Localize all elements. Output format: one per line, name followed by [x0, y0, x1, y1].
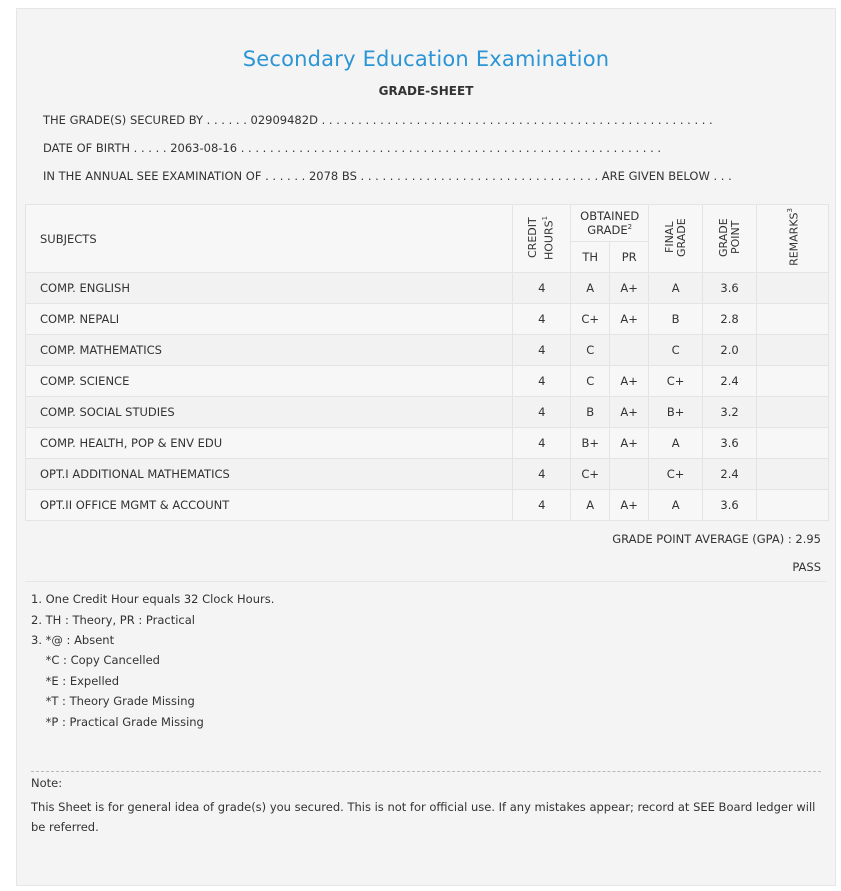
- header-final-grade: FINAL GRADE: [649, 205, 703, 273]
- theory-grade-cell: C: [571, 366, 610, 397]
- final-grade-cell: C+: [649, 459, 703, 490]
- header-obtained-grade: OBTAINED GRADE$^2$: [571, 205, 649, 242]
- subject-cell: COMP. SOCIAL STUDIES: [26, 397, 513, 428]
- credit-hours-cell: 4: [513, 428, 571, 459]
- remarks-cell: [757, 397, 829, 428]
- gpa-summary: GRADE POINT AVERAGE (GPA) : 2.95: [612, 532, 821, 546]
- table-row: [26, 335, 829, 366]
- credit-hours-cell: 4: [513, 273, 571, 304]
- table-row: [26, 273, 829, 304]
- header-pr: PR: [610, 242, 649, 273]
- subject-cell: COMP. SCIENCE: [26, 366, 513, 397]
- footnote-2: 2. TH : Theory, PR : Practical: [31, 613, 195, 627]
- theory-grade-cell: C+: [571, 459, 610, 490]
- table-row: [26, 397, 829, 428]
- credit-hours-cell: 4: [513, 304, 571, 335]
- final-grade-cell: B+: [649, 397, 703, 428]
- header-credit-hours: CREDIT HOURS$^1$: [513, 205, 571, 273]
- credit-hours-cell: 4: [513, 490, 571, 521]
- grade-point-cell: 2.8: [703, 304, 757, 335]
- result-status: PASS: [792, 560, 821, 574]
- table-row: [26, 490, 829, 521]
- subject-cell: OPT.I ADDITIONAL MATHEMATICS: [26, 459, 513, 490]
- theory-grade-cell: B+: [571, 428, 610, 459]
- header-grade-point: GRADE POINT: [703, 205, 757, 273]
- final-grade-cell: B: [649, 304, 703, 335]
- date-of-birth-line: DATE OF BIRTH . . . . . 2063-08-16 . . . . . . . . . . . . . . . . . . . . . . . . . . . . . . . . . . . . . . . . . . . . . . . . . . . . . . . . . .: [43, 141, 662, 155]
- subject-cell: COMP. HEALTH, POP & ENV EDU: [26, 428, 513, 459]
- table-row: [26, 304, 829, 335]
- note-divider: [31, 771, 821, 772]
- theory-grade-cell: B: [571, 397, 610, 428]
- credit-hours-cell: 4: [513, 459, 571, 490]
- footnote-4: *C : Copy Cancelled: [31, 653, 160, 667]
- practical-grade-cell: A+: [610, 397, 649, 428]
- subject-cell: COMP. MATHEMATICS: [26, 335, 513, 366]
- credit-hours-cell: 4: [513, 366, 571, 397]
- final-grade-cell: A: [649, 428, 703, 459]
- grade-point-cell: 3.6: [703, 490, 757, 521]
- subject-cell: COMP. ENGLISH: [26, 273, 513, 304]
- remarks-cell: [757, 304, 829, 335]
- theory-grade-cell: C+: [571, 304, 610, 335]
- remarks-cell: [757, 366, 829, 397]
- remarks-cell: [757, 335, 829, 366]
- remarks-cell: [757, 273, 829, 304]
- remarks-cell: [757, 490, 829, 521]
- final-grade-cell: C: [649, 335, 703, 366]
- grade-sheet: [16, 8, 836, 886]
- grades-table: [25, 204, 829, 521]
- practical-grade-cell: A+: [610, 428, 649, 459]
- table-row: [26, 428, 829, 459]
- divider: [25, 581, 827, 582]
- note-title: Note:: [31, 776, 63, 790]
- practical-grade-cell: A+: [610, 304, 649, 335]
- subject-cell: OPT.II OFFICE MGMT & ACCOUNT: [26, 490, 513, 521]
- footnote-1: 1. One Credit Hour equals 32 Clock Hours.: [31, 592, 275, 606]
- page-title: Secondary Education Examination: [242, 47, 610, 71]
- note-text: This Sheet is for general idea of grade(s) you secured. This is not for official use. If any mistakes appear; record at SEE Board ledger will be referred.: [31, 800, 816, 834]
- table-row: [26, 459, 829, 490]
- grade-point-cell: 3.6: [703, 428, 757, 459]
- remarks-cell: [757, 428, 829, 459]
- credit-hours-cell: 4: [513, 335, 571, 366]
- grade-point-cell: 2.4: [703, 366, 757, 397]
- practical-grade-cell: [610, 335, 649, 366]
- theory-grade-cell: A: [571, 490, 610, 521]
- grade-point-cell: 3.6: [703, 273, 757, 304]
- footnote-5: *E : Expelled: [31, 674, 120, 688]
- grade-point-cell: 3.2: [703, 397, 757, 428]
- grade-point-cell: 2.4: [703, 459, 757, 490]
- final-grade-cell: C+: [649, 366, 703, 397]
- practical-grade-cell: A+: [610, 273, 649, 304]
- final-grade-cell: A: [649, 490, 703, 521]
- theory-grade-cell: A: [571, 273, 610, 304]
- footnote-7: *P : Practical Grade Missing: [31, 715, 204, 729]
- grade-point-cell: 2.0: [703, 335, 757, 366]
- credit-hours-cell: 4: [513, 397, 571, 428]
- page-subtitle: GRADE-SHEET: [378, 84, 474, 98]
- header-th: TH: [571, 242, 610, 273]
- footnote-3: 3. *@ : Absent: [31, 633, 115, 647]
- theory-grade-cell: C: [571, 335, 610, 366]
- practical-grade-cell: [610, 459, 649, 490]
- remarks-cell: [757, 459, 829, 490]
- header-remarks: REMARKS$^3$: [757, 205, 829, 273]
- practical-grade-cell: A+: [610, 490, 649, 521]
- secured-by-line: THE GRADE(S) SECURED BY . . . . . . 02909482D . . . . . . . . . . . . . . . . . . . . . . . . . . . . . . . . . . . . . . . . . . . . . . . . . . . . . .: [43, 113, 713, 127]
- footnote-6: *T : Theory Grade Missing: [31, 694, 195, 708]
- subject-cell: COMP. NEPALI: [26, 304, 513, 335]
- table-row: [26, 366, 829, 397]
- exam-line: IN THE ANNUAL SEE EXAMINATION OF . . . . . . 2078 BS . . . . . . . . . . . . . . . . . . . . . . . . . . . . . . . . . ARE GIVEN BELOW . . .: [43, 169, 732, 183]
- header-subjects: SUBJECTS: [26, 205, 513, 273]
- final-grade-cell: A: [649, 273, 703, 304]
- practical-grade-cell: A+: [610, 366, 649, 397]
